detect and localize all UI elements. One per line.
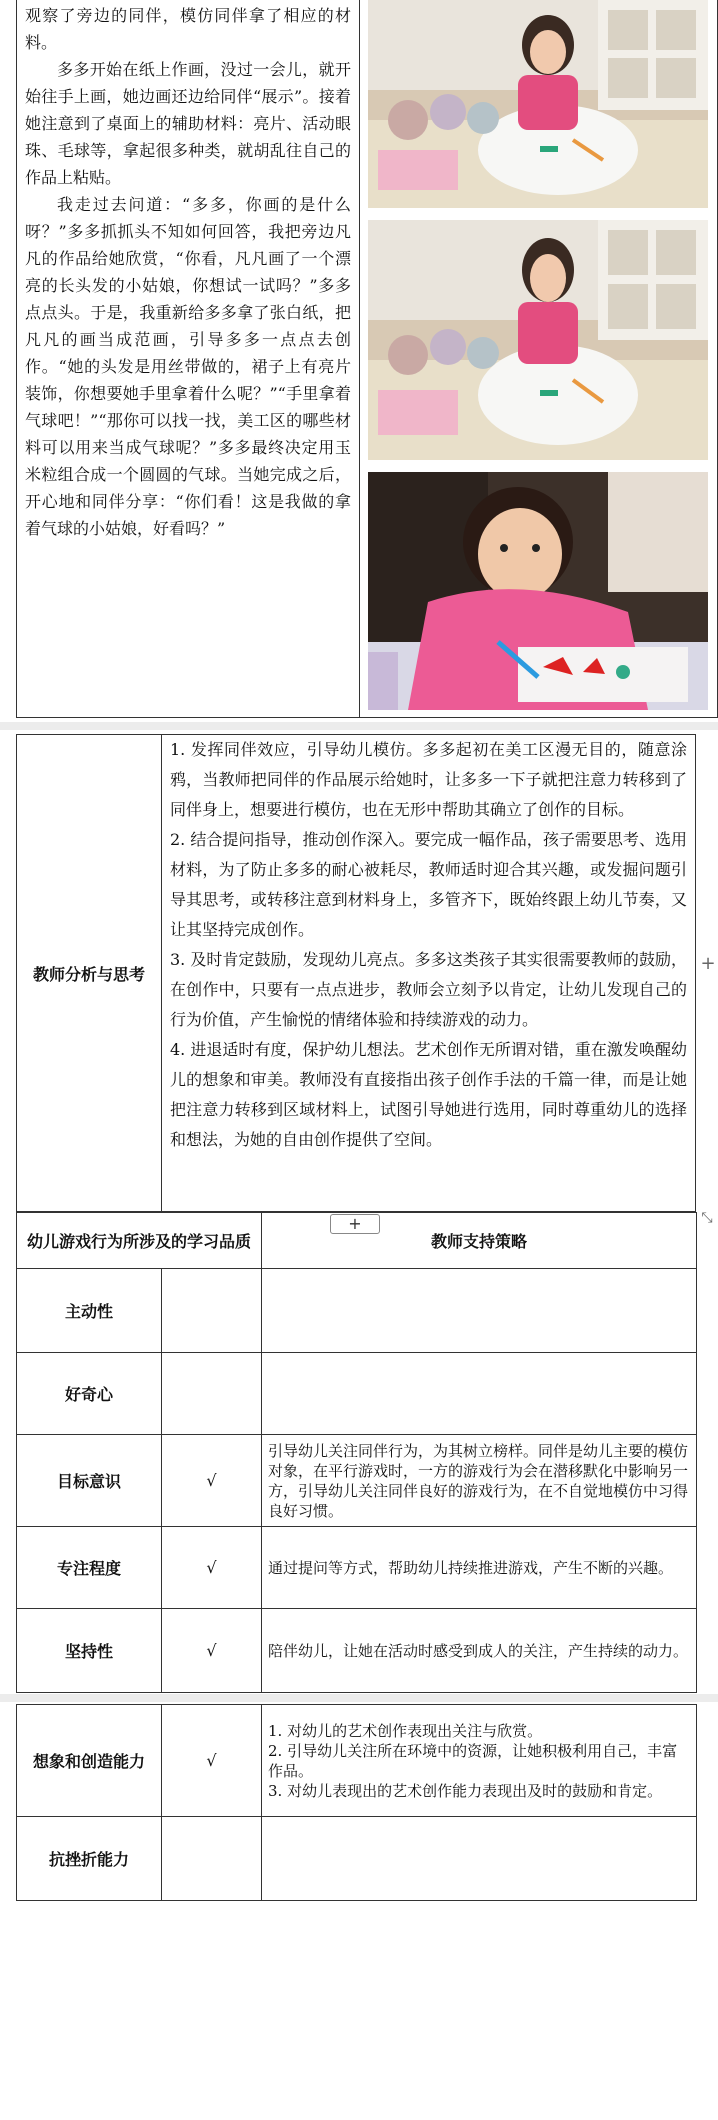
quality-strategy[interactable]: 陪伴幼儿，让她在活动时感受到成人的关注，产生持续的动力。 [262,1609,697,1693]
quality-table-continued [16,1704,697,1901]
analysis-point: 3. 及时肯定鼓励，发现幼儿亮点。多多这类孩子其实很需要教师的鼓励，在创作中，只要有一点点进步，教师会立刻予以肯定，让幼儿发现自己的行为价值，产生愉悦的情绪体验和持续游戏的动力。 [170,950,687,1029]
quality-check[interactable]: √ [162,1705,262,1817]
observation-section [16,0,718,718]
table-row [17,1609,697,1693]
table-row [17,1527,697,1609]
header-quality: 幼儿游戏行为所涉及的学习品质 [17,1213,262,1269]
quality-name: 主动性 [17,1269,162,1353]
photo-child-closeup-icon [368,472,708,710]
observation-paragraph: 多多开始在纸上作画，没过一会儿，就开始往手上画，她边画还边给同伴“展示”。接着她注意到了桌面上的辅助材料：亮片、活动眼珠、毛球等，拿起很多种类，就胡乱往自己的作品上粘贴。 [25,60,351,187]
page-separator [0,1694,718,1702]
resize-handle-icon[interactable]: ⤡ [701,1210,713,1226]
table-row [17,1817,697,1901]
table-row [17,1705,697,1817]
table-row [17,1269,697,1353]
photo-child-closeup [368,472,708,710]
analysis-point: 4. 进退适时有度，保护幼儿想法。艺术创作无所谓对错，重在激发唤醒幼儿的想象和审美。教师没有直接指出孩子创作手法的千篇一律，而是让她把注意力转移到区域材料上，试图引导她进行选用，同时尊重幼儿的选择和想法，为她的自由创作提供了空间。 [170,1040,687,1149]
table-row [17,1435,697,1527]
photo-child-drawing-2 [368,220,708,460]
analysis-point: 1. 发挥同伴效应，引导幼儿模仿。多多起初在美工区漫无目的，随意涂鸦，当教师把同伴的作品展示给她时，让多多一下子就把注意力转移到了同伴身上，想要进行模仿，也在无形中帮助其确立了创作的目标。 [170,740,687,819]
strategy-line: 3. 对幼儿表现出的艺术创作能力表现出及时的鼓励和肯定。 [268,1781,663,1800]
quality-strategy[interactable]: 通过提问等方式，帮助幼儿持续推进游戏，产生不断的兴趣。 [262,1527,697,1609]
strategy-line: 2. 引导幼儿关注所在环境中的资源，让她积极利用自己，丰富作品。 [268,1741,678,1780]
observation-text [17,0,360,717]
header-strategy: 教师支持策略 [262,1213,697,1269]
analysis-point: 2. 结合提问指导，推动创作深入。要完成一幅作品，孩子需要思考、选用材料，为了防止多多的耐心被耗尽，教师适时迎合其兴趣，或发掘问题引导其思考，或转移注意到材料身上，多管齐下，既始终跟上幼儿节奏，又让其坚持完成创作。 [170,830,687,939]
strategy-line: 1. 对幼儿的艺术创作表现出关注与欣赏。 [268,1721,543,1740]
quality-strategy[interactable]: 引导幼儿关注同伴行为，为其树立榜样。同伴是幼儿主要的模仿对象，在平行游戏时，一方的游戏行为会在潜移默化中影响另一方，引导幼儿关注同伴良好的游戏行为，在不自觉地模仿中习得良好习惯。 [262,1435,697,1527]
quality-check[interactable]: √ [162,1609,262,1693]
photo-child-drawing-1 [368,0,708,208]
quality-strategy[interactable] [262,1705,697,1817]
quality-check[interactable]: √ [162,1527,262,1609]
add-column-button[interactable]: + [330,1214,380,1234]
observation-paragraph: 观察了旁边的同伴，模仿同伴拿了相应的材料。 [25,6,351,52]
quality-name: 目标意识 [17,1435,162,1527]
quality-check[interactable]: √ [162,1435,262,1527]
quality-table [16,1212,697,1693]
table-row [17,1353,697,1435]
quality-check[interactable] [162,1269,262,1353]
quality-strategy[interactable] [262,1817,697,1901]
add-row-side-icon[interactable]: + [700,953,716,974]
photo-child-drawing-icon [368,220,708,460]
analysis-section [16,734,696,1212]
analysis-label: 教师分析与思考 [17,735,162,1211]
photo-child-drawing-icon [368,0,708,208]
quality-name: 专注程度 [17,1527,162,1609]
quality-name: 坚持性 [17,1609,162,1693]
observation-paragraph: 我走过去问道：“多多，你画的是什么呀？”多多抓抓头不知如何回答，我把旁边凡凡的作品给她欣赏，“你看，凡凡画了一个漂亮的长头发的小姑娘，你想试一试吗？”多多点点头。于是，我重新给多多拿了张白纸，把凡凡的画当成范画，引导多多一点点去创作。“她的头发是用丝带做的，裙子上有亮片装饰，你想要她手里拿着什么呢？”“手里拿着气球吧！”“那你可以找一找，美工区的哪些材料可以用来当成气球呢？”多多最终决定用玉米粒组合成一个圆圆的气球。当她完成之后，开心地和同伴分享：“你们看！这是我做的拿着气球的小姑娘，好看吗？” [25,195,351,538]
quality-check[interactable] [162,1817,262,1901]
quality-strategy[interactable] [262,1269,697,1353]
analysis-body [162,735,695,1211]
quality-name: 好奇心 [17,1353,162,1435]
quality-check[interactable] [162,1353,262,1435]
quality-name: 抗挫折能力 [17,1817,162,1901]
page-separator [0,722,718,730]
quality-name: 想象和创造能力 [17,1705,162,1817]
quality-strategy[interactable] [262,1353,697,1435]
